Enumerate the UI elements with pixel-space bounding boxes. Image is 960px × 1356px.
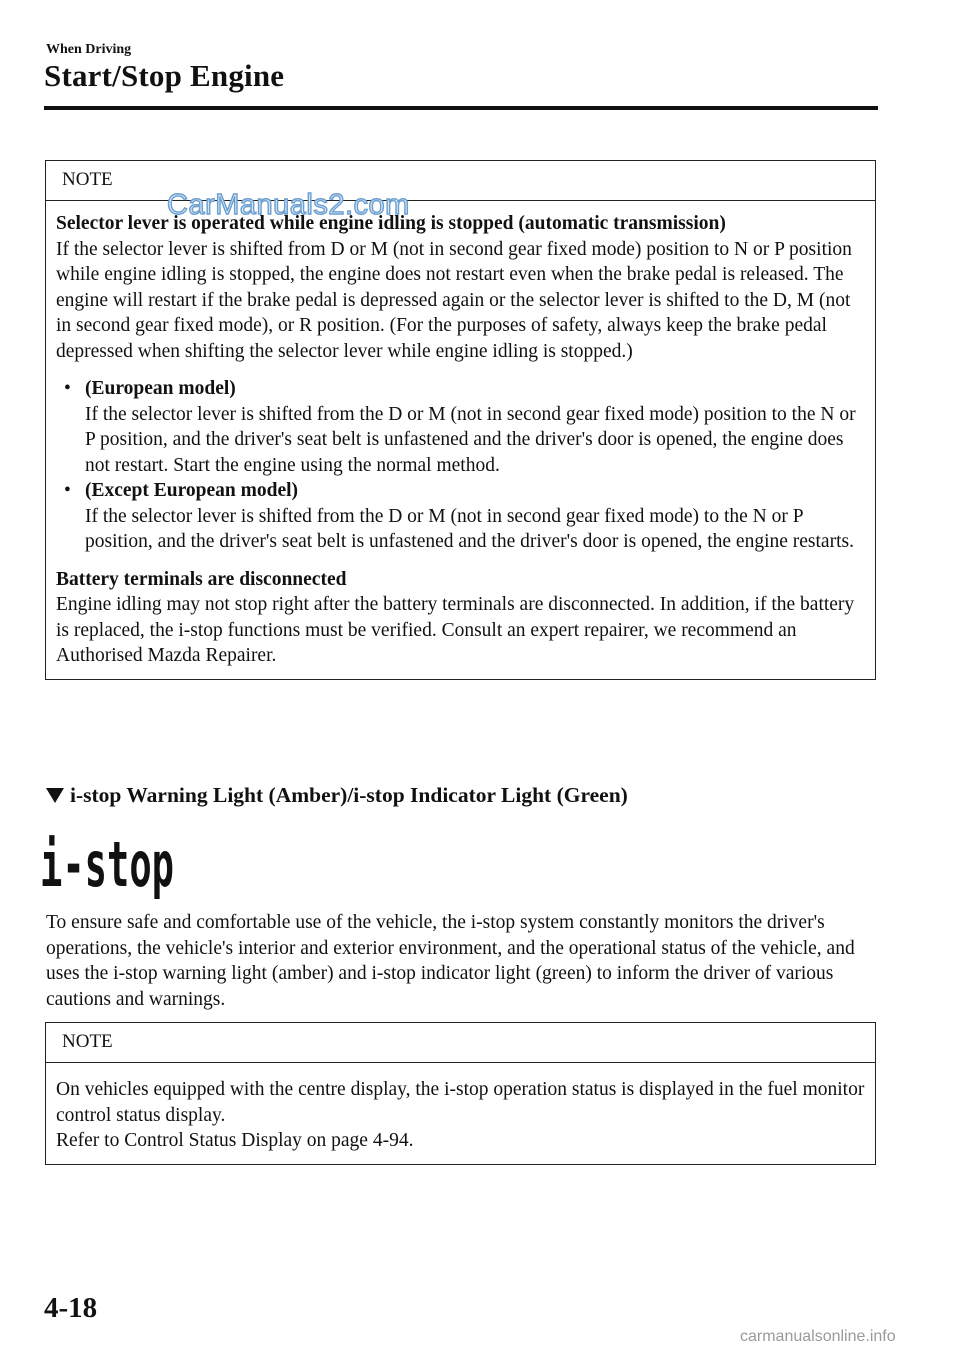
- bullet-dot-icon: •: [64, 480, 71, 501]
- istop-logo-icon: [40, 826, 190, 904]
- bullet-title: (Except European model): [85, 480, 299, 501]
- bullet-list: [56, 376, 865, 555]
- note-paragraph: If the selector lever is shifted from D or M (not in second gear fixed mode) position to N or P position while engine idling is stopped, the engine does not restart even when the brake pedal is released. The engine will restart if the brake pedal is depressed again or the selector lever is shifted to the D, M (not in second gear fixed mode), or R position. (For the purposes of safety, always keep the brake pedal depressed when shifting the selector lever while engine idling is stopped.): [56, 238, 852, 362]
- note-label: NOTE: [46, 161, 875, 201]
- body-paragraph: To ensure safe and comfortable use of the vehicle, the i-stop system constantly monitors the driver's operations, the vehicle's interior and exterior environment, and the operational status of the vehicle, and uses the i-stop warning light (amber) and i-stop indicator light (green) to inform the driver of various cautions and warnings.: [46, 912, 855, 1010]
- title-rule: [44, 106, 878, 110]
- section-heading-text: i-stop Warning Light (Amber)/i-stop Indicator Light (Green): [70, 783, 628, 807]
- note-label: NOTE: [46, 1023, 875, 1063]
- footer-site-link[interactable]: carmanualsonline.info: [740, 1328, 896, 1345]
- note-body: [46, 1063, 875, 1164]
- note-subheading: Selector lever is operated while engine idling is stopped (automatic transmission): [56, 213, 726, 234]
- list-item: [56, 376, 865, 478]
- section-label: When Driving: [46, 42, 132, 57]
- note-reference: Refer to Control Status Display on page 4-94.: [56, 1130, 414, 1151]
- note-paragraph: Engine idling may not stop right after the battery terminals are disconnected. In addition, if the battery is replaced, the i-stop functions must be verified. Consult an expert repairer, we recommend an Authorised Mazda Repairer.: [56, 594, 855, 666]
- list-item: [56, 478, 865, 555]
- bullet-text: If the selector lever is shifted from the D or M (not in second gear fixed mode) to the N or P position, and the driver's seat belt is unfastened and the driver's door is opened, the engine restarts.: [85, 505, 854, 552]
- bullet-text: If the selector lever is shifted from the D or M (not in second gear fixed mode) position to the N or P position, and the driver's seat belt is unfastened and the driver's door is opened, the engine does not restart. Start the engine using the normal method.: [85, 403, 856, 476]
- note-box-2: [45, 1022, 876, 1165]
- page-title: Start/Stop Engine: [44, 58, 285, 93]
- note-body: [46, 201, 875, 679]
- section-heading: [46, 783, 628, 808]
- bullet-dot-icon: •: [64, 378, 71, 399]
- bullet-title: (European model): [85, 378, 236, 399]
- page-number: 4-18: [44, 1292, 98, 1324]
- istop-logo-text: i-stop: [40, 828, 174, 901]
- triangle-down-icon: [46, 788, 64, 803]
- note-paragraph: On vehicles equipped with the centre display, the i-stop operation status is displayed in the fuel monitor control status display.: [56, 1079, 865, 1126]
- watermark-link[interactable]: CarManuals2.com: [167, 189, 410, 221]
- note-box-1: [45, 160, 876, 680]
- note-subheading: Battery terminals are disconnected: [56, 568, 347, 590]
